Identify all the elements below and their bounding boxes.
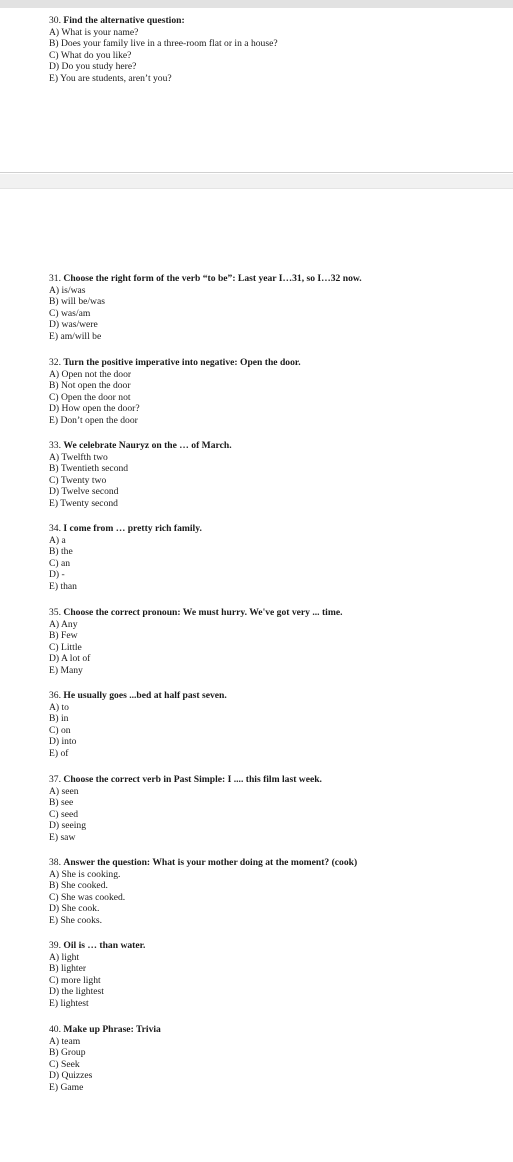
question-stem: Answer the question: What is your mother doing at the moment? (cook) [63,857,358,868]
question-heading [49,1024,161,1036]
option-d: D) She cook. [49,903,100,915]
question-heading [49,774,322,786]
option-b: B) the [49,546,73,558]
question-number: 39. [49,940,61,951]
option-c: C) What do you like? [49,49,132,61]
question-39 [49,940,145,1010]
question-40 [49,1024,161,1094]
option-e: E) Twenty second [49,497,118,509]
option-c: C) more light [49,974,101,986]
option-b: B) see [49,797,74,809]
top-border [0,0,513,8]
option-b: B) in [49,713,69,725]
question-heading [49,857,357,869]
question-stem: He usually goes ...bed at half past seven. [63,690,227,701]
question-heading [49,357,301,369]
page-divider-line [0,172,513,173]
option-a: A) Open not the door [49,368,132,380]
question-number: 34. [49,523,61,534]
option-a: A) a [49,534,66,546]
question-stem: I come from … pretty rich family. [63,523,202,534]
question-heading [49,940,145,952]
question-heading [49,690,227,702]
option-c: C) Seek [49,1058,80,1070]
option-b: B) Does your family live in a three-room flat or in a house? [49,38,278,50]
question-36 [49,690,227,760]
question-stem: We celebrate Nauryz on the … of March. [63,440,232,451]
question-stem: Choose the correct verb in Past Simple: I .... this film last week. [63,774,322,785]
option-e: E) Many [49,664,83,676]
question-stem: Choose the right form of the verb “to be”: Last year I…31, so I…32 now. [63,273,362,284]
question-number: 40. [49,1024,61,1035]
option-b: B) Not open the door [49,380,131,392]
option-d: D) Do you study here? [49,61,137,73]
option-c: C) seed [49,808,79,820]
option-c: C) an [49,557,71,569]
option-a: A) seen [49,785,79,797]
option-e: E) of [49,747,69,759]
question-stem: Find the alternative question: [63,15,185,26]
question-number: 33. [49,440,61,451]
option-e: E) Game [49,1081,84,1093]
question-stem: Make up Phrase: Trivia [63,1024,161,1035]
question-33 [49,440,232,510]
question-heading [49,607,342,619]
question-number: 31. [49,273,61,284]
option-c: C) She was cooked. [49,891,126,903]
question-stem: Oil is … than water. [63,940,146,951]
option-a: A) What is your name? [49,26,139,38]
option-c: C) Little [49,641,82,653]
question-stem: Choose the correct pronoun: We must hurry. We've got very ... time. [63,607,343,618]
option-d: D) seeing [49,820,87,832]
option-b: B) will be/was [49,296,105,308]
option-d: D) Quizzes [49,1070,93,1082]
page-break-band [0,174,513,189]
question-34 [49,523,202,593]
option-e: E) She cooks. [49,914,103,926]
question-number: 38. [49,857,61,868]
question-35 [49,607,342,677]
option-e: E) You are students, aren’t you? [49,72,172,84]
option-d: D) How open the door? [49,403,140,415]
option-a: A) to [49,701,69,713]
option-e: E) lightest [49,997,89,1009]
option-d: D) the lightest [49,986,104,998]
question-number: 36. [49,690,61,701]
option-b: B) Few [49,630,78,642]
option-c: C) Twenty two [49,474,107,486]
question-heading [49,273,362,285]
question-31 [49,273,362,343]
question-number: 30. [49,15,61,26]
option-c: C) Open the door not [49,391,131,403]
option-d: D) into [49,736,77,748]
option-e: E) saw [49,831,76,843]
option-a: A) Any [49,618,78,630]
option-a: A) team [49,1035,81,1047]
question-heading [49,523,202,535]
option-c: C) on [49,724,71,736]
option-a: A) is/was [49,284,86,296]
question-number: 32. [49,357,61,368]
question-stem: Turn the positive imperative into negative: Open the door. [63,357,301,368]
option-e: E) Don’t open the door [49,414,138,426]
option-a: A) light [49,951,80,963]
option-b: B) lighter [49,963,87,975]
option-a: A) Twelfth two [49,451,108,463]
question-heading [49,15,278,27]
option-c: C) was/am [49,307,91,319]
option-a: A) She is cooking. [49,868,121,880]
option-d: D) was/were [49,319,98,331]
question-32 [49,357,301,427]
option-e: E) am/will be [49,330,102,342]
question-30 [49,15,278,85]
question-heading [49,440,232,452]
option-e: E) than [49,580,77,592]
question-37 [49,774,322,844]
option-d: D) A lot of [49,653,91,665]
question-number: 37. [49,774,61,785]
question-38 [49,857,357,927]
option-d: D) Twelve second [49,486,119,498]
option-d: D) - [49,569,65,581]
option-b: B) Twentieth second [49,463,129,475]
option-b: B) Group [49,1047,86,1059]
option-b: B) She cooked. [49,880,108,892]
question-number: 35. [49,607,61,618]
